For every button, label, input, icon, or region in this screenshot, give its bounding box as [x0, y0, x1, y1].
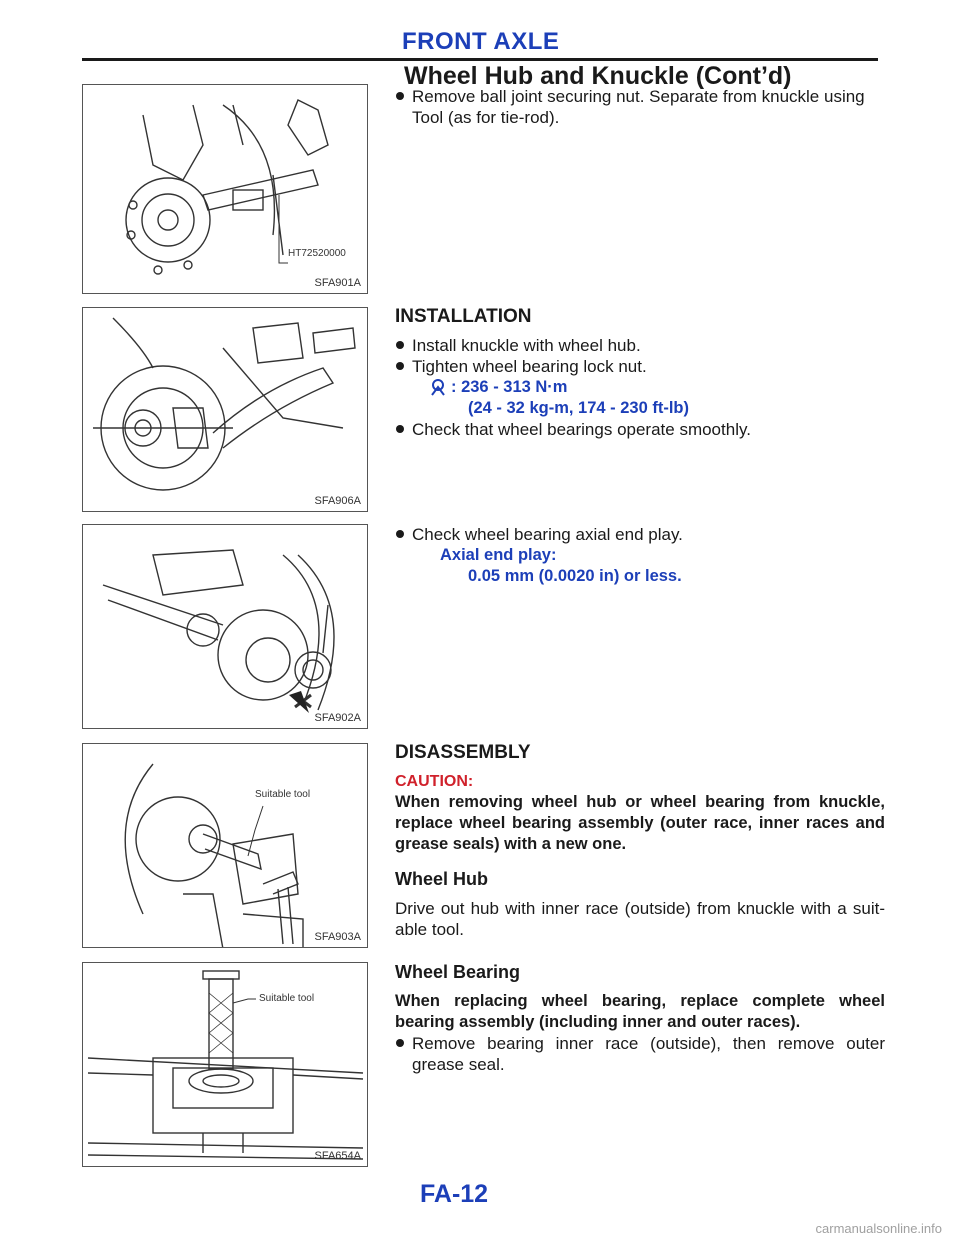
instruction-tighten-lock-nut: Tighten wheel bearing lock nut.: [395, 356, 885, 377]
instruction-remove-ball-joint: Remove ball joint securing nut. Separate from knuckle using Tool (as for tie-rod).: [395, 86, 885, 128]
illustration-dial-gauge: [83, 525, 368, 729]
torque-value-imperial: (24 - 32 kg-m, 174 - 230 ft-lb): [468, 399, 689, 417]
axial-spec-label: Axial end play:: [440, 546, 557, 564]
figure-code: SFA906A: [314, 495, 361, 507]
illustration-hub-removal: [83, 744, 368, 948]
torque-spec: [395, 377, 885, 419]
figure-wheel-hub-removal: [82, 743, 368, 948]
wheel-hub-text: Drive out hub with inner race (outside) from knuckle with a suit-able tool.: [395, 899, 885, 939]
instruction-remove-inner-race: Remove bearing inner race (outside), then remove outer grease seal.: [395, 1033, 885, 1075]
figure-code: SFA902A: [314, 712, 361, 724]
installation-heading: INSTALLATION: [395, 306, 532, 327]
header-rule: [82, 58, 878, 61]
page-number: FA-12: [420, 1180, 489, 1208]
illustration-ball-joint: [83, 85, 368, 294]
section-title: FRONT AXLE: [402, 28, 560, 55]
figure-wheel-bearing: [82, 962, 368, 1167]
tool-label: HT72520000: [288, 248, 346, 259]
tool-label: Suitable tool: [255, 789, 311, 800]
instruction-check-axial-play: Check wheel bearing axial end play.: [395, 524, 885, 545]
caution-label: CAUTION:: [395, 773, 474, 790]
figure-ball-joint-removal: [82, 84, 368, 294]
figure-installation: [82, 307, 368, 512]
figure-code: SFA654A: [314, 1150, 361, 1162]
illustration-torque-check: [83, 308, 368, 512]
figure-code: SFA901A: [314, 277, 361, 289]
wheel-hub-heading: Wheel Hub: [395, 869, 488, 889]
instruction-install-knuckle: Install knuckle with wheel hub.: [395, 335, 885, 356]
axial-spec-value: 0.05 mm (0.0020 in) or less.: [468, 567, 682, 585]
wheel-bearing-heading: Wheel Bearing: [395, 962, 521, 982]
illustration-bearing-press: [83, 963, 368, 1167]
watermark: carmanualsonline.info: [815, 1221, 942, 1236]
page-title: Wheel Hub and Knuckle (Cont’d): [404, 62, 792, 90]
wheel-bearing-note: When replacing wheel bearing, replace complete wheel bearing assembly (including inner and outer races).: [395, 992, 885, 1031]
torque-value-metric: : 236 - 313 N·m: [451, 378, 568, 396]
caution-text: When removing wheel hub or wheel bearing from knuckle, replace wheel bearing assembly (outer race, inner races and grease seals) with a new one.: [395, 793, 885, 853]
instruction-check-bearings: Check that wheel bearings operate smoothly.: [395, 419, 885, 440]
figure-code: SFA903A: [314, 931, 361, 943]
tool-label: Suitable tool: [259, 993, 315, 1004]
disassembly-heading: DISASSEMBLY: [395, 742, 531, 763]
figure-axial-end-play: [82, 524, 368, 729]
torque-wrench-icon: [428, 377, 448, 397]
